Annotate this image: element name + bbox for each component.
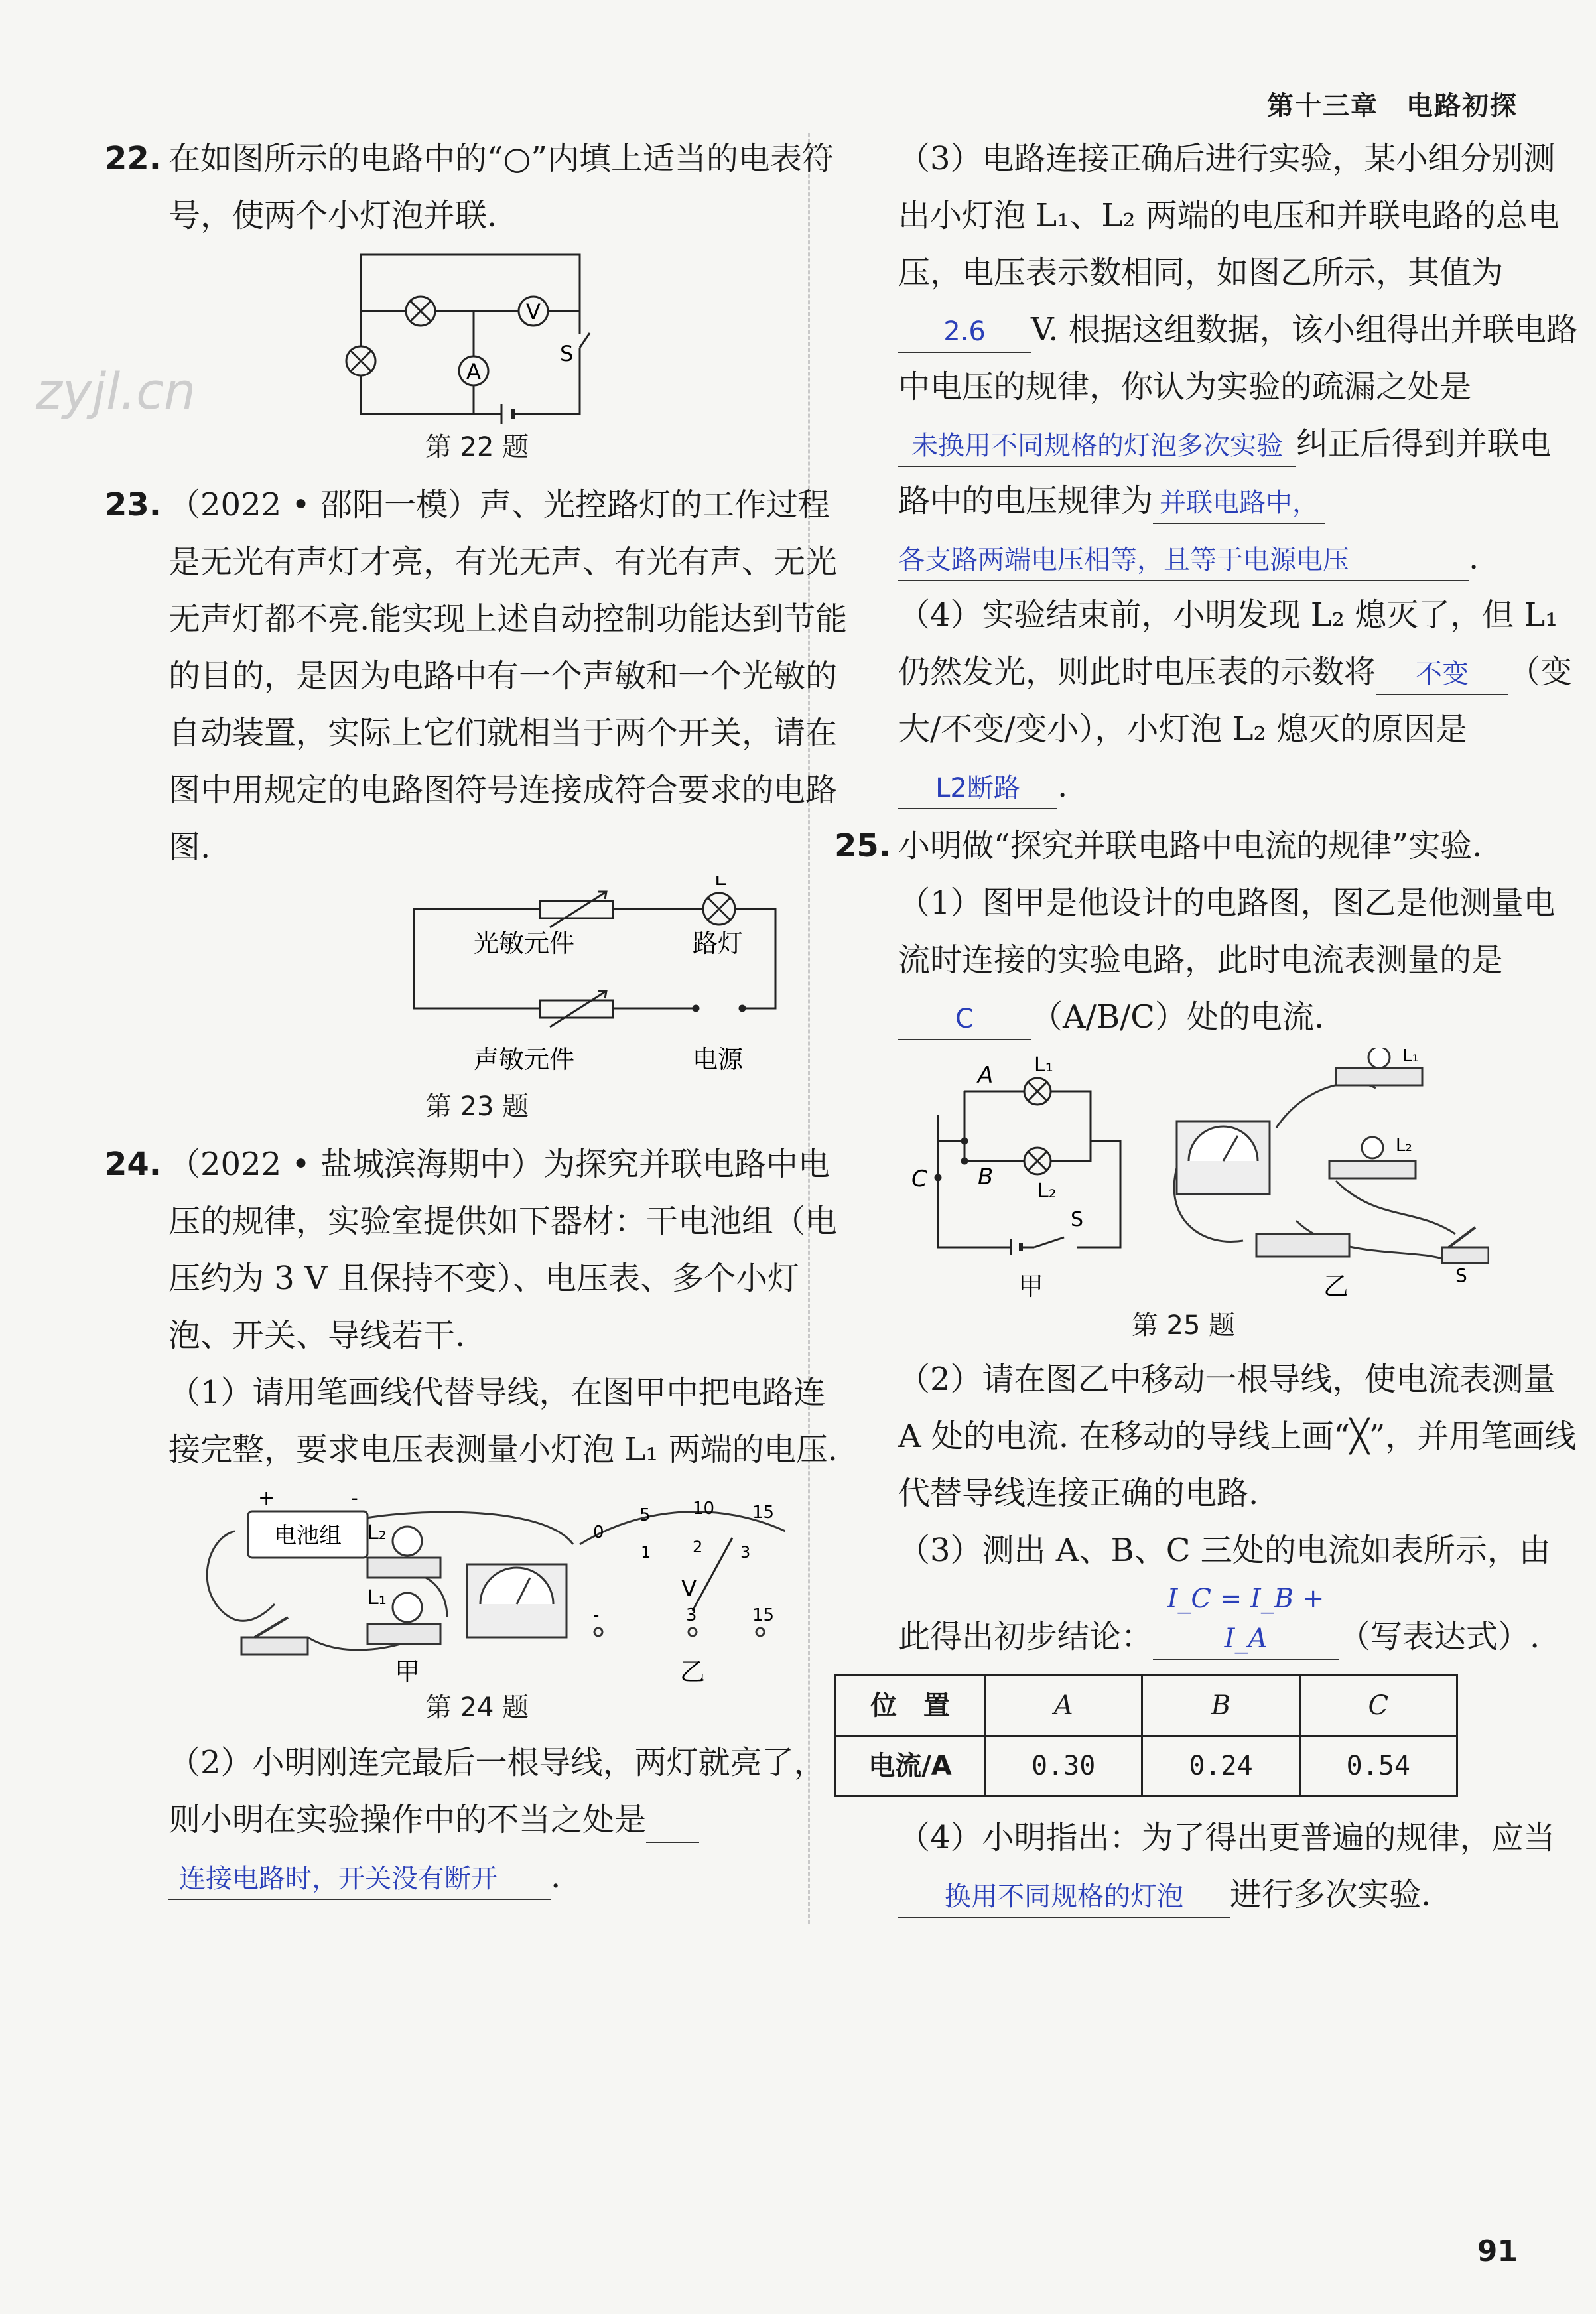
- q25-part3: [898, 1522, 1581, 1665]
- lamp-label: 路灯: [693, 929, 744, 958]
- table-cell-c: 0.54: [1299, 1736, 1457, 1797]
- q24-part3-answer-rule-b: 各支路两端电压相等，且等于电源电压: [898, 540, 1469, 581]
- q25-jia-label: 甲: [1018, 1272, 1044, 1301]
- q24-part2-text: （2）小明刚连完最后一根导线，两灯就亮了，则小明在实验操作中的不当之处是: [168, 1744, 826, 1838]
- q24-part4-answer-cause: L2断路: [898, 768, 1057, 809]
- q22-text: [105, 130, 852, 244]
- q24-figure: [168, 1485, 785, 1684]
- light-sensor-label: 光敏元件: [474, 929, 575, 958]
- q24-part3-answer-omission: 未换用不同规格的灯泡多次实验: [898, 426, 1296, 467]
- point-b-label: B: [978, 1164, 994, 1190]
- q25-figure: [872, 1048, 1489, 1307]
- battery-plus: +: [258, 1487, 275, 1510]
- q22-circuit-diagram: [168, 248, 785, 427]
- scale-0: 0: [593, 1523, 604, 1542]
- page-number: 91: [1477, 2234, 1518, 2268]
- q22-figure: [168, 248, 785, 427]
- q24-part2-answer-line: 连接电路时，开关没有断开 .: [168, 1848, 852, 1905]
- q22-caption: 第 22 题: [425, 432, 529, 462]
- fig-yi-label: 乙: [679, 1657, 706, 1684]
- q24-part3-text-b: V. 根据这组数据，该小组得出并联电路中电压的规律，你认为实验的疏漏之处是: [898, 311, 1578, 405]
- battery-label: 电池组: [274, 1523, 342, 1549]
- q25-s-label: S: [1071, 1208, 1084, 1231]
- q25-part1-text-a: （1）图甲是他设计的电路图，图乙是他测量电流时连接的实验电路，此时电流表测量的是: [898, 884, 1556, 979]
- scale-3: 3: [740, 1543, 751, 1562]
- table-row-label-current: 电流/A: [836, 1736, 985, 1797]
- chapter-header: 第十三章 电路初探: [1267, 91, 1518, 121]
- q24-intro-body: （2022 • 盐城滨海期中）为探究并联电路中电压的规律，实验室提供如下器材：干电池组（电压约为 3 V 且保持不变）、电压表、多个小灯泡、开关、导线若干.: [168, 1146, 838, 1354]
- q25-apparatus-l2: L₂: [1396, 1136, 1412, 1156]
- table-row: [836, 1676, 1457, 1736]
- voltmeter-label: V: [526, 299, 541, 324]
- scale-1: 1: [641, 1543, 651, 1562]
- q24-part4-text-a: （4）实验结束前，小明发现 L₂ 熄灭了，但 L₁ 仍然发光，则此时电压表的示数将: [898, 596, 1558, 691]
- voltmeter-v-label: V: [681, 1576, 697, 1602]
- q24-part2: [168, 1734, 852, 1848]
- table-cell-a: 0.30: [985, 1736, 1142, 1797]
- q25-part3-answer: I_C = I_B + I_A: [1153, 1579, 1339, 1660]
- lamp-l-label: L: [714, 876, 726, 890]
- q24-part2-blank-start: [646, 1802, 699, 1843]
- sound-sensor-label: 声敏元件: [474, 1045, 575, 1074]
- q25-l2-label: L₂: [1037, 1180, 1057, 1203]
- q24-caption: 第 24 题: [425, 1692, 529, 1723]
- point-c-label: C: [911, 1166, 927, 1192]
- q24-part3-answer-rule-a: 并联电路中，: [1153, 483, 1325, 524]
- table-header-a: A: [985, 1676, 1142, 1736]
- current-table: [834, 1674, 1458, 1797]
- table-header-c: C: [1299, 1676, 1457, 1736]
- q25-l1-label: L₁: [1034, 1054, 1053, 1077]
- q25-part4: [898, 1809, 1581, 1923]
- q25-intro-body: 小明做“探究并联电路中电流的规律”实验.: [898, 827, 1483, 864]
- battery-minus: -: [351, 1487, 358, 1510]
- l1-label: L₁: [367, 1586, 387, 1609]
- scale-5: 5: [639, 1505, 651, 1525]
- q23-circuit-diagram: [168, 876, 785, 1095]
- terminal-3: 3: [686, 1605, 697, 1625]
- q24-part4-text-b: （变大/不变/变小），小灯泡 L₂ 熄灭的原因是: [898, 653, 1573, 748]
- q25-part3-text-b: （写表达式）.: [1339, 1618, 1540, 1655]
- fig-jia-label: 甲: [394, 1657, 421, 1684]
- point-a-label: A: [978, 1062, 994, 1089]
- scale-2: 2: [693, 1538, 703, 1556]
- ammeter-label: A: [466, 359, 481, 384]
- watermark: zyjl.cn: [36, 362, 196, 421]
- q24-part2-answer: 连接电路时，开关没有断开: [168, 1859, 551, 1900]
- q25-part4-text-a: （4）小明指出：为了得出更普遍的规律，应当: [898, 1819, 1556, 1856]
- q25-yi-label: 乙: [1323, 1272, 1349, 1301]
- scale-10: 10: [693, 1499, 715, 1519]
- switch-label: S: [560, 341, 574, 366]
- q25-part1: [898, 874, 1581, 1046]
- right-column: [834, 130, 1581, 1923]
- q22-body: 在如图所示的电路中的“○”内填上适当的电表符号，使两个小灯泡并联.: [168, 140, 834, 234]
- terminal-15: 15: [752, 1605, 775, 1625]
- table-row: [836, 1736, 1457, 1797]
- q25-part4-text-b: 进行多次实验.: [1230, 1876, 1431, 1913]
- q23-number: 23.: [105, 486, 162, 523]
- q24-part1: （1）请用笔画线代替导线，在图甲中把电路连接完整，要求电压表测量小灯泡 L₁ 两端的电压.: [168, 1374, 838, 1468]
- q25-part1-answer: C: [898, 999, 1031, 1040]
- source-label: 电源: [693, 1045, 744, 1074]
- q25-part1-text-b: （A/B/C）处的电流.: [1031, 998, 1325, 1036]
- table-header-b: B: [1142, 1676, 1299, 1736]
- table-header-position: 位 置: [836, 1676, 985, 1736]
- q25-part2: （2）请在图乙中移动一根导线，使电流表测量 A 处的电流. 在移动的导线上画“╳”，并用笔画线代替导线连接正确的电路.: [898, 1361, 1577, 1512]
- q24-number: 24.: [105, 1146, 162, 1183]
- scale-15: 15: [752, 1503, 775, 1523]
- q25-part3-text-a: （3）测出 A、B、C 三处的电流如表所示，由此得出初步结论：: [898, 1532, 1551, 1655]
- q25-circuit-diagram: [872, 1048, 1489, 1307]
- left-column: [105, 130, 852, 1905]
- q25-intro: [834, 817, 1581, 874]
- q24-apparatus-diagram: [168, 1485, 785, 1684]
- q23-text: [105, 476, 852, 876]
- q25-number: 25.: [834, 827, 892, 864]
- table-cell-b: 0.24: [1142, 1736, 1299, 1797]
- l2-label: L₂: [367, 1521, 387, 1544]
- q25-apparatus-l1: L₁: [1402, 1048, 1419, 1066]
- q23-caption: 第 23 题: [425, 1091, 529, 1122]
- q24-part4: （4）实验结束前，小明发现 L₂ 熄灭了，但 L₁ 仍然发光，则此时电压表的示数将 不变 （变大/不变/变小），小灯泡 L₂ 熄灭的原因是L2断路 .: [834, 586, 1581, 815]
- q24-part4-answer-voltage: 不变: [1376, 654, 1508, 695]
- q23-figure: [168, 876, 785, 1095]
- q25-apparatus-s: S: [1455, 1264, 1467, 1286]
- q24-intro: [105, 1136, 852, 1364]
- q24-part3-text-a: （3）电路连接正确后进行实验，某小组分别测出小灯泡 L₁、L₂ 两端的电压和并联电路的总电压，电压表示数相同，如图乙所示，其值为: [898, 140, 1560, 291]
- q24-part3: （3）电路连接正确后进行实验，某小组分别测出小灯泡 L₁、L₂ 两端的电压和并联电路的总电压，电压表示数相同，如图乙所示，其值为2.6 V. 根据这组数据，该小组得出并联电路中电压的规律，你认为实验的疏漏之处是未换用不同规格的灯泡多次实验 纠正后得到并联电路中的电压规律为 并联电路中， 各支路两端电压相等，且等于电源电压 .: [834, 130, 1581, 586]
- q25-caption: 第 25 题: [1131, 1310, 1236, 1341]
- q22-number: 22.: [105, 140, 162, 177]
- q24-part3-answer-value: 2.6: [898, 312, 1031, 353]
- q24-part3-text-c: 纠正后得到并联电路中的电压规律为: [898, 425, 1552, 519]
- q25-part4-answer: 换用不同规格的灯泡: [898, 1877, 1230, 1918]
- terminal-minus: -: [593, 1605, 600, 1625]
- q23-body: （2022 • 邵阳一模）声、光控路灯的工作过程是无光有声灯才亮，有光无声、有光有声、无光无声灯都不亮.能实现上述自动控制功能达到节能的目的，是因为电路中有一个声敏和一个光敏的自动装置，实际上它们就相当于两个开关，请在图中用规定的电路图符号连接成符合要求的电路图.: [168, 486, 848, 866]
